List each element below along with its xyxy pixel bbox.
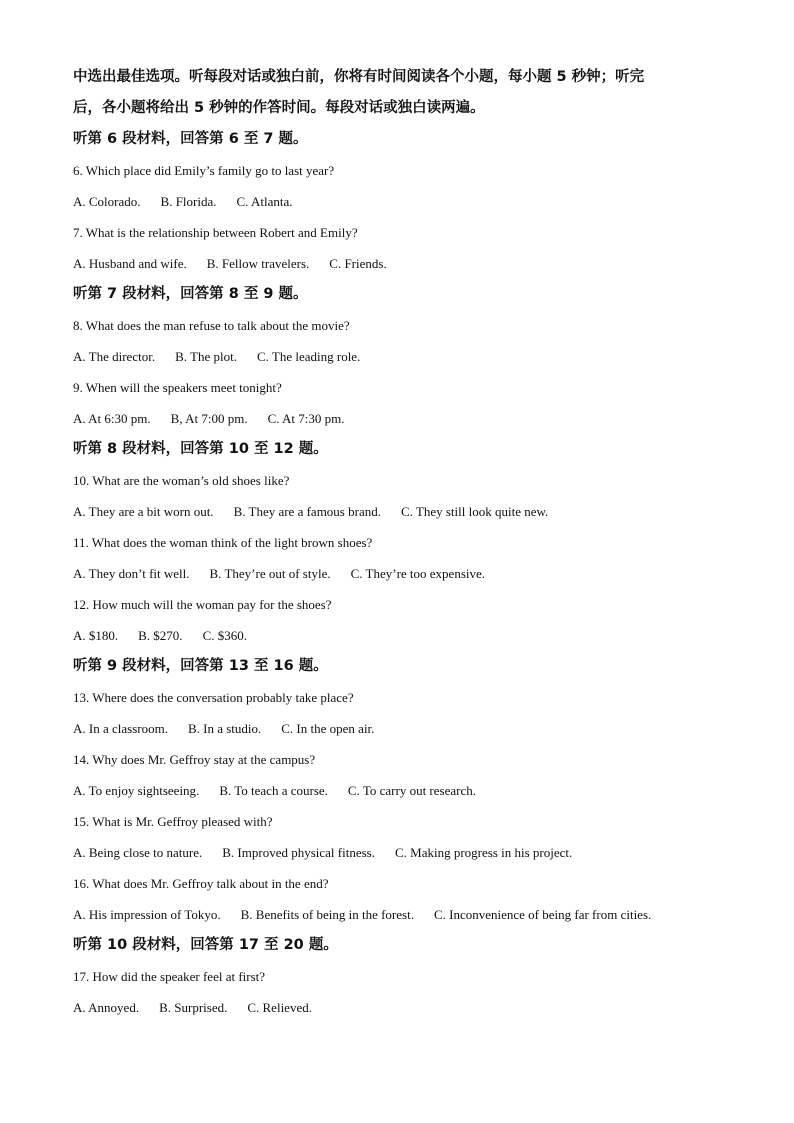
question-9: 9. When will the speakers meet tonight?	[73, 380, 282, 395]
question-17: 17. How did the speaker feel at first?	[73, 969, 266, 984]
option-a: A. They are a bit worn out.	[73, 504, 214, 519]
option-c: C. At 7:30 pm.	[267, 411, 345, 426]
option-a: A. Husband and wife.	[73, 256, 187, 271]
option-b: B. They’re out of style.	[209, 566, 331, 581]
options-8	[73, 341, 733, 372]
option-c: C. Friends.	[329, 256, 387, 271]
option-c: C. The leading role.	[256, 349, 361, 364]
option-c: C. Making progress in his project.	[394, 845, 573, 860]
options-6	[73, 186, 733, 217]
option-a: A. The director.	[73, 349, 156, 364]
question-13: 13. Where does the conversation probably take place?	[73, 690, 354, 705]
option-b: B. $270.	[138, 628, 183, 643]
section-header: 听第 9 段材料，回答第 13 至 16 题。	[73, 658, 328, 674]
options-9	[73, 403, 733, 434]
question-15: 15. What is Mr. Geffroy pleased with?	[73, 814, 273, 829]
options-15	[73, 837, 733, 868]
section-header: 听第 7 段材料，回答第 8 至 9 题。	[73, 286, 308, 302]
option-c: C. Relieved.	[247, 1000, 312, 1015]
exam-page	[73, 62, 733, 1023]
options-17	[73, 992, 733, 1023]
options-12	[73, 620, 733, 651]
option-b: B. Florida.	[160, 194, 217, 209]
option-a: A. His impression of Tokyo.	[73, 907, 221, 922]
option-c: C. To carry out research.	[347, 783, 476, 798]
options-11	[73, 558, 733, 589]
question-14: 14. Why does Mr. Geffroy stay at the campus?	[73, 752, 316, 767]
instructions-line-1: 中选出最佳选项。听每段对话或独白前，你将有时间阅读各个小题，每小题 5 秒钟；听完	[73, 69, 645, 85]
question-11: 11. What does the woman think of the light brown shoes?	[73, 535, 373, 550]
option-c: C. Inconvenience of being far from cities.	[433, 907, 652, 922]
option-a: A. $180.	[73, 628, 119, 643]
option-b: B. In a studio.	[187, 721, 262, 736]
options-14	[73, 775, 733, 806]
section-header: 听第 8 段材料，回答第 10 至 12 题。	[73, 441, 328, 457]
section-header: 听第 10 段材料，回答第 17 至 20 题。	[73, 937, 338, 953]
section-9	[73, 651, 733, 930]
option-c: C. They’re too expensive.	[350, 566, 486, 581]
question-12: 12. How much will the woman pay for the shoes?	[73, 597, 332, 612]
option-a: A. In a classroom.	[73, 721, 168, 736]
option-c: C. Atlanta.	[236, 194, 293, 209]
options-10	[73, 496, 733, 527]
option-a: A. At 6:30 pm.	[73, 411, 151, 426]
option-c: C. $360.	[202, 628, 247, 643]
option-b: B. The plot.	[175, 349, 237, 364]
section-10	[73, 930, 733, 1023]
question-6: 6. Which place did Emily’s family go to last year?	[73, 163, 335, 178]
question-10: 10. What are the woman’s old shoes like?	[73, 473, 290, 488]
option-b: B. Surprised.	[159, 1000, 228, 1015]
option-b: B. Benefits of being in the forest.	[240, 907, 414, 922]
option-a: A. Annoyed.	[73, 1000, 140, 1015]
option-b: B. They are a famous brand.	[233, 504, 381, 519]
option-b: B. Fellow travelers.	[206, 256, 310, 271]
question-8: 8. What does the man refuse to talk about the movie?	[73, 318, 350, 333]
question-16: 16. What does Mr. Geffroy talk about in the end?	[73, 876, 329, 891]
section-header: 听第 6 段材料，回答第 6 至 7 题。	[73, 131, 308, 147]
section-6	[73, 124, 733, 279]
option-b: B. Improved physical fitness.	[222, 845, 375, 860]
option-a: A. Colorado.	[73, 194, 141, 209]
options-7	[73, 248, 733, 279]
option-a: A. Being close to nature.	[73, 845, 203, 860]
instructions-line-2: 后，各小题将给出 5 秒钟的作答时间。每段对话或独白读两遍。	[73, 100, 485, 116]
question-7: 7. What is the relationship between Robert and Emily?	[73, 225, 358, 240]
option-b: B, At 7:00 pm.	[170, 411, 248, 426]
option-c: C. They still look quite new.	[400, 504, 549, 519]
option-a: A. They don’t fit well.	[73, 566, 190, 581]
options-16	[73, 899, 733, 930]
option-b: B. To teach a course.	[219, 783, 328, 798]
options-13	[73, 713, 733, 744]
section-8	[73, 434, 733, 651]
option-c: C. In the open air.	[281, 721, 375, 736]
option-a: A. To enjoy sightseeing.	[73, 783, 200, 798]
section-7	[73, 279, 733, 434]
